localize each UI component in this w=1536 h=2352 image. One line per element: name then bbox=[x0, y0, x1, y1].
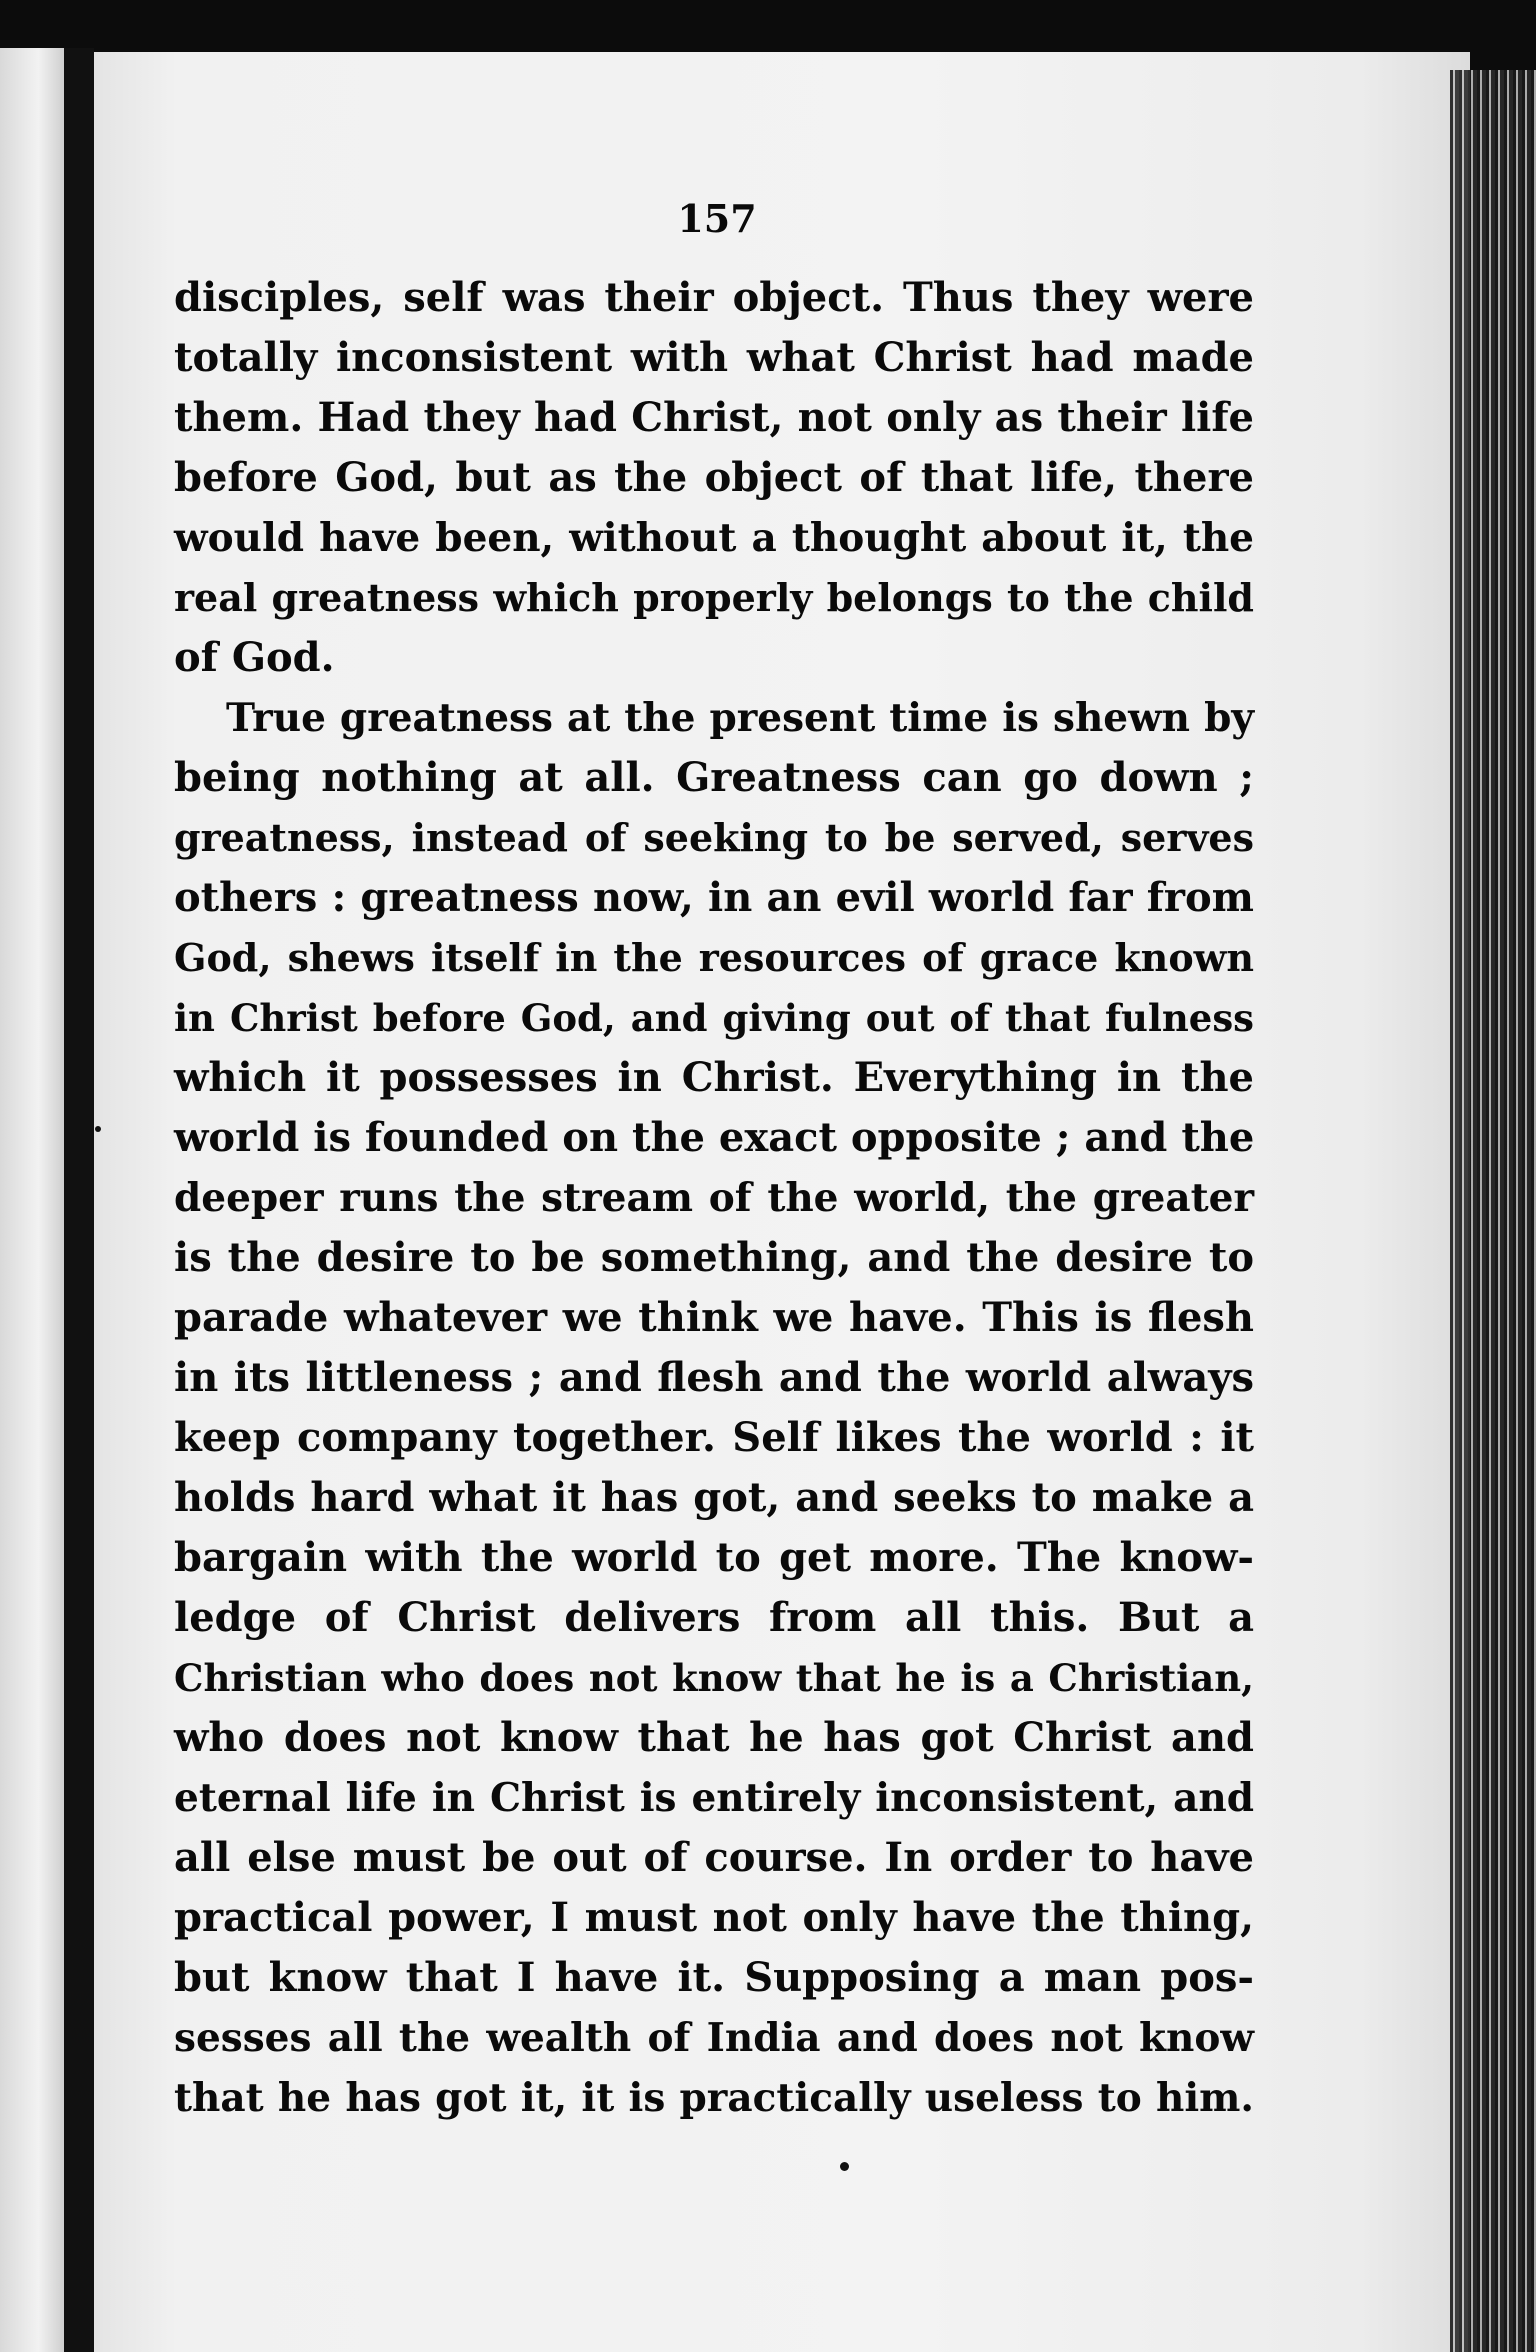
facing-page-edge bbox=[0, 48, 64, 2352]
text-line: ledge of Christ delivers from all this. But a bbox=[174, 1594, 1254, 1641]
text-line: in Christ before God, and giving out of that fulness bbox=[174, 996, 1254, 1040]
text-line: that he has got it, it is practically useless to him. bbox=[174, 2075, 1254, 2121]
text-line: world is founded on the exact opposite ; and the bbox=[174, 1114, 1255, 1161]
text-line: all else must be out of course. In order to have bbox=[174, 1834, 1254, 1881]
text-line: being nothing at all. Greatness can go down ; bbox=[174, 754, 1254, 801]
text-line: God, shews itself in the resources of grace known bbox=[174, 935, 1254, 980]
text-line: of God. bbox=[174, 634, 335, 681]
text-line: others : greatness now, in an evil world far from bbox=[174, 874, 1254, 921]
text-line: before God, but as the object of that life, there bbox=[174, 454, 1254, 501]
text-line: real greatness which properly belongs to the child bbox=[174, 575, 1254, 620]
text-line: totally inconsistent with what Christ had made bbox=[174, 334, 1254, 381]
text-line: keep company together. Self likes the world : it bbox=[174, 1414, 1254, 1461]
text-line: sesses all the wealth of India and does not know bbox=[174, 2015, 1254, 2061]
text-line: deeper runs the stream of the world, the greater bbox=[174, 1175, 1254, 1221]
text-line: them. Had they had Christ, not only as their life bbox=[174, 394, 1254, 441]
text-line: is the desire to be something, and the desire to bbox=[174, 1234, 1254, 1281]
text-line: eternal life in Christ is entirely inconsistent, and bbox=[174, 1775, 1254, 1821]
text-line: who does not know that he has got Christ and bbox=[174, 1714, 1254, 1761]
gutter-shadow bbox=[64, 48, 94, 2352]
text-line: disciples, self was their object. Thus they were bbox=[174, 274, 1254, 321]
text-line: bargain with the world to get more. The know- bbox=[174, 1534, 1254, 1581]
page-stack-edges bbox=[1450, 70, 1536, 2352]
text-line: practical power, I must not only have the thing, bbox=[174, 1894, 1254, 1941]
ink-speck bbox=[840, 2162, 849, 2171]
ink-speck bbox=[95, 1126, 101, 1132]
page-number: 157 bbox=[677, 196, 757, 241]
text-line: True greatness at the present time is shewn by bbox=[226, 695, 1254, 741]
text-line: but know that I have it. Supposing a man pos- bbox=[174, 1954, 1254, 2001]
text-line: which it possesses in Christ. Everything in the bbox=[174, 1054, 1254, 1101]
body-text bbox=[174, 268, 1254, 2128]
text-line: Christian who does not know that he is a Christian, bbox=[174, 1656, 1254, 1700]
text-line: greatness, instead of seeking to be served, serves bbox=[174, 815, 1254, 860]
text-line: holds hard what it has got, and seeks to make a bbox=[174, 1474, 1254, 1521]
text-line: in its littleness ; and flesh and the world always bbox=[174, 1354, 1254, 1401]
text-line: would have been, without a thought about it, the bbox=[174, 515, 1254, 561]
text-line: parade whatever we think we have. This is flesh bbox=[174, 1294, 1254, 1341]
